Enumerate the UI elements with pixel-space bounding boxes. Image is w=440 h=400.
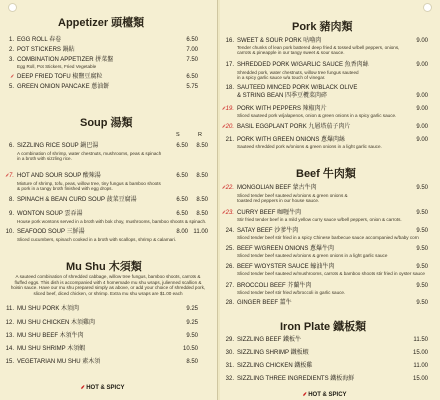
- menu-item: 13. MU SHU BEEF 木須牛肉 9.50: [5, 333, 198, 339]
- item-description: Mixture of shrimp, tofu, peas, willow tree, tiny fungus & bamboo shoots: [17, 181, 161, 186]
- menu-item: ⸙20. BASIL EGGPLANT PORK 九層塔茄子肉片 9.00: [221, 124, 428, 130]
- menu-item: 16. SWEET & SOUR PORK 咕嚕肉 9.00: [225, 38, 428, 44]
- menu-item: ⸙ DEEP FRIED TOFU 椒鹽豆腐粒 6.50: [0, 74, 198, 81]
- menu-item: 9. WONTON SOUP 雲吞湯 6.50 8.50: [8, 211, 208, 217]
- section-title-pork: Pork 豬肉類: [292, 21, 353, 33]
- item-description: in a spicy garlic sauce w/a touch of vinegar.: [237, 75, 326, 80]
- menu-item: 1. EGG ROLL 春卷 6.50: [8, 37, 198, 43]
- chili-icon: ⸙: [9, 74, 14, 80]
- item-description: & pork in a tangy broth finished with egg drops.: [17, 186, 113, 191]
- chili-icon: ⸙: [302, 392, 307, 398]
- chili-icon: ⸙23.: [221, 210, 234, 216]
- item-description: Sliced tender beef sauteed w/onions & green onions &: [237, 193, 348, 198]
- menu-item: 11. MU SHU PORK 木須肉 9.25: [6, 306, 198, 312]
- menu-item: 28. GINGER BEEF 薑牛 9.50: [225, 300, 428, 306]
- menu-item: 32. SIZZLING THREE INGREDIENTS 鐵板海鮮 15.00: [225, 376, 428, 382]
- menu-item: 25. BEEF W/GREEN ONIONS 蔥爆牛肉 9.50: [225, 246, 428, 252]
- item-description: carrots & pineapple in our tangy sweet & sour sauce.: [237, 50, 345, 55]
- menu-item: 31. SIZZLING CHICKEN 鐵板雞 11.00: [225, 363, 428, 369]
- menu-item: ⸙22. MONGOLIAN BEEF 蒙古牛肉 9.50: [221, 185, 428, 191]
- menu-item: 26. BEEF W/OYSTER SAUCE 蠔油牛肉 9.50: [225, 264, 428, 270]
- binder-hole: [8, 3, 17, 12]
- chili-icon: ⸙7.: [4, 173, 14, 179]
- section-title-iron-plate: Iron Plate 鐵板類: [280, 321, 367, 333]
- menu-item: 27. BROCCOLI BEEF 芥蘭牛肉 9.50: [225, 283, 428, 289]
- column-header-regular: R: [198, 132, 202, 138]
- menu-item: 12. MU SHU CHICKEN 木須雞肉 9.25: [5, 320, 198, 326]
- item-description: Tender chunks of lean pork battered deep fried & tossed w/bell peppers, onions,: [237, 45, 400, 50]
- item-description: Sliced tender beef stir fried in a spicy Chinese barbecue sauce accompanied w/baby corn: [237, 235, 419, 240]
- item-description: House pork wontons served in a broth with bok choy, mushrooms, bamboo shoots & spinach.: [17, 219, 207, 224]
- mushu-description: A sauteed combination of shredded cabbage, willow tree fungus, bamboo shoots, carrots & fluffed eggs. This dish is accompanied with 4 homemade mu shu wraps, julienned scallion & hoisin sauce. Have our mu shu prepared simply as above, or add your choice of shredded pork, sliced beef, diced chicken, or shrimp. Extra mu shu wraps are $1.00 each: [10, 274, 206, 296]
- menu-page-left: [0, 0, 218, 400]
- chili-icon: ⸙22.: [221, 185, 234, 191]
- menu-item: 3. COMBINATION APPETIZER 拼菜盤 7.50: [8, 57, 198, 63]
- binder-hole: [423, 3, 432, 12]
- item-description: Sliced tender beef sauteed w/mushrooms, carrots & bamboo shoots stir fried in oyster sauce: [237, 271, 425, 276]
- section-title-appetizer: Appetizer 頭檯類: [58, 17, 145, 29]
- item-description: Stir fried tender beef in a mild yellow curry sauce w/bell peppers, onion & carrots.: [237, 217, 402, 222]
- menu-item: 24. SATAY BEEF 沙爹牛肉 9.50: [225, 228, 428, 234]
- section-title-soup: Soup 湯類: [80, 117, 133, 129]
- hot-spicy-legend: ⸙ HOT & SPICY: [80, 385, 125, 391]
- menu-page-right: [220, 0, 440, 400]
- menu-item: ⸙7. HOT AND SOUR SOUP 酸辣湯 6.50 8.50: [0, 173, 208, 180]
- menu-item: 30. SIZZLING SHRIMP 鐵板蝦 15.00: [225, 350, 428, 356]
- item-description: Sliced tender beef stir fried w/broccoli in garlic sauce.: [237, 290, 346, 295]
- menu-item: 10. SEAFOOD SOUP 三鮮湯 8.00 11.00: [5, 229, 208, 235]
- menu-item: 2. POT STICKERS 鍋貼 7.00: [8, 47, 198, 53]
- menu-item: ⸙19. PORK WITH PEPPERS 辣椒肉片 9.00: [221, 106, 428, 112]
- chili-icon: ⸙20.: [221, 124, 234, 130]
- item-description: Sliced cucumbers, spinach cooked in a broth with scallops, shrimp & calamari.: [17, 237, 177, 242]
- menu-item: 6. SIZZLING RICE SOUP 鍋巴湯 6.50 8.50: [8, 143, 208, 149]
- menu-item: 17. SHREDDED PORK W/GARLIC SAUCE 魚香肉絲 9.00: [225, 62, 428, 68]
- menu-item: 14. MU SHU SHRIMP 木須蝦 10.50: [5, 346, 198, 352]
- item-description: toasted red peppers in our house sauce.: [237, 198, 320, 203]
- menu-item: & STRING BEAN 四季豆欖菜肉碎 9.00: [237, 93, 428, 99]
- section-title-mushu: Mu Shu 木須類: [66, 261, 142, 273]
- item-description: Shredded pork, water chestnuts, willow tree fungus sauteed: [237, 70, 359, 75]
- menu-item: ⸙23. CURRY BEEF 咖喱牛肉 9.50: [221, 210, 428, 216]
- menu-item: 15. VEGETARIAN MU SHU 素木須 8.50: [5, 359, 198, 365]
- menu-item: 8. SPINACH & BEAN CURD SOUP 菠菜豆腐湯 6.50 8.50: [8, 197, 208, 203]
- hot-spicy-legend: ⸙ HOT & SPICY: [302, 392, 347, 398]
- item-description: Sliced tender beef sauteed w/onions & green onions in a light garlic sauce: [237, 253, 388, 258]
- menu-item: 29. SIZZLING BEEF 鐵板牛 11.50: [225, 337, 428, 343]
- menu-item: 18. SAUTEED MINCED PORK W/BLACK OLIVE: [225, 85, 358, 91]
- column-header-small: S: [176, 132, 180, 138]
- chili-icon: ⸙19.: [221, 106, 234, 112]
- chili-icon: ⸙: [80, 385, 85, 391]
- item-description: Egg Roll, Pot Stickers, Fried Vegetable: [17, 64, 97, 69]
- item-description: A combination of shrimp, water chestnuts, mushrooms, peas & spinach: [17, 151, 162, 156]
- section-title-beef: Beef 牛肉類: [296, 168, 356, 180]
- item-description: Sliced sauteed pork w/jalapenos, onion & green onions in a spicy garlic sauce.: [237, 113, 397, 118]
- item-description: Sauteed shredded pork w/onions & green onions in a light garlic sauce.: [237, 144, 382, 149]
- item-description: in a broth with sizzling rice.: [17, 156, 72, 161]
- menu-item: 5. GREEN ONION PANCAKE 蔥油餅 5.75: [8, 84, 198, 90]
- menu-item: 21. PORK WITH GREEN ONIONS 蔥爆肉絲 9.00: [225, 137, 428, 143]
